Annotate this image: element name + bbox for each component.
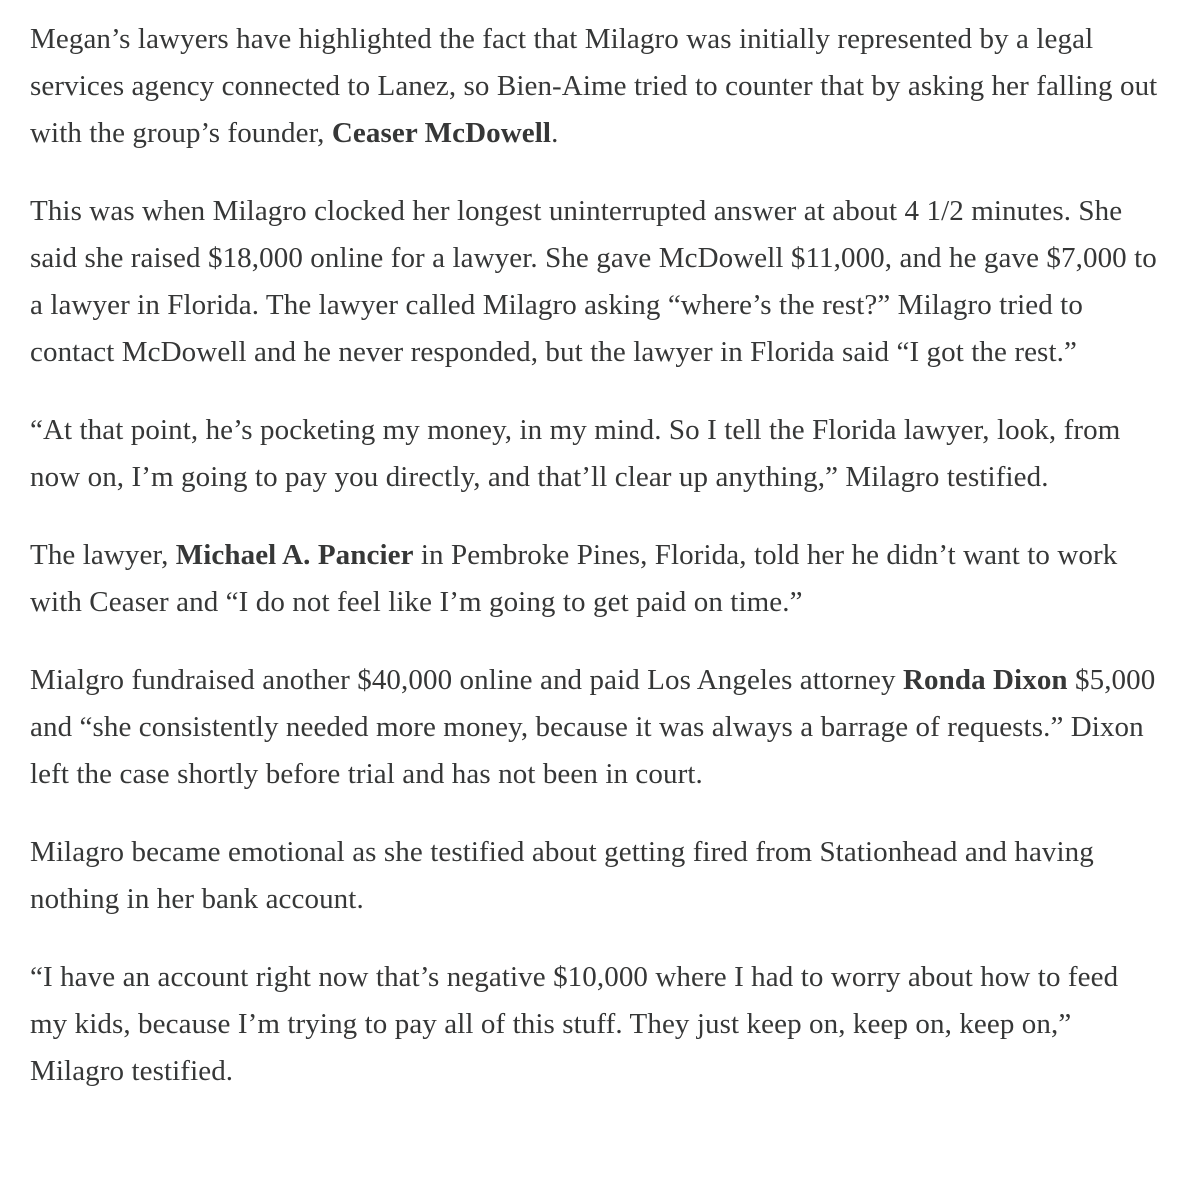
paragraph-text: in Pembroke Pines, Florida, told her he didn’t want to work with Ceaser and “I do not feel like I’m going to get paid on time.” bbox=[30, 539, 1118, 618]
person-name-ceaser-mcdowell: Ceaser McDowell bbox=[331, 117, 552, 149]
paragraph-dixon bbox=[30, 657, 1159, 798]
person-name-ronda-dixon: Ronda Dixon bbox=[902, 664, 1068, 696]
person-name-michael-pancier: Michael A. Pancier bbox=[175, 539, 414, 571]
paragraph-text: $5,000 and “she consistently needed more money, because it was always a barrage of requests.” Dixon left the case shortly before trial and has not been in court. bbox=[30, 664, 1156, 790]
paragraph-text: The lawyer, bbox=[30, 539, 176, 571]
paragraph-text: Mialgro fundraised another $40,000 online and paid Los Angeles attorney bbox=[30, 664, 903, 696]
paragraph-pancier bbox=[30, 532, 1159, 626]
paragraph-quote-negative-account: “I have an account right now that’s negative $10,000 where I had to worry about how to feed my kids, because I’m trying to pay all of this stuff. They just keep on, keep on, keep on,” Milagro testified. bbox=[30, 961, 1119, 1087]
paragraph-quote-pocketing: “At that point, he’s pocketing my money, in my mind. So I tell the Florida lawyer, look, from now on, I’m going to pay you directly, and that’ll clear up anything,” Milagro testified. bbox=[30, 414, 1121, 493]
paragraph-stationhead: Milagro became emotional as she testified about getting fired from Stationhead and having nothing in her bank account. bbox=[30, 836, 1094, 915]
paragraph-text: Megan’s lawyers have highlighted the fact that Milagro was initially represented by a legal services agency connected to Lanez, so Bien-Aime tried to counter that by asking her falling out with the group’s founder, bbox=[30, 23, 1158, 149]
paragraph-text: . bbox=[551, 117, 559, 149]
paragraph-legal-services bbox=[30, 16, 1159, 157]
paragraph-longest-answer: This was when Milagro clocked her longest uninterrupted answer at about 4 1/2 minutes. She said she raised $18,000 online for a lawyer. She gave McDowell $11,000, and he gave $7,000 to a lawyer in Florida. The lawyer called Milagro asking “where’s the rest?” Milagro tried to contact McDowell and he never responded, but the lawyer in Florida said “I got the rest.” bbox=[30, 195, 1157, 368]
